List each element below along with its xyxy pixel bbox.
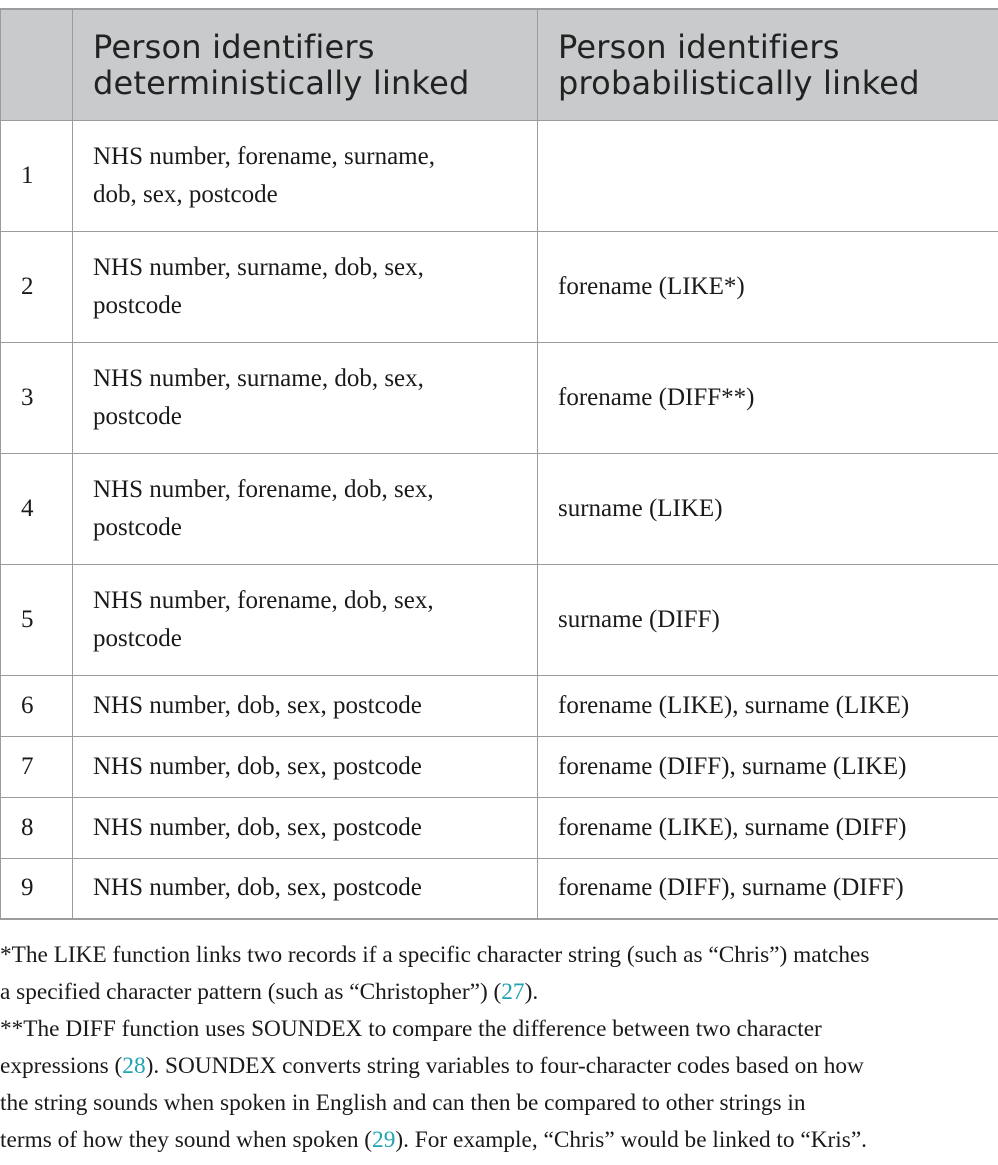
table-row bbox=[1, 342, 998, 453]
table-row bbox=[1, 675, 998, 736]
probabilistic-cell: forename (DIFF**) bbox=[538, 342, 998, 453]
table-row bbox=[1, 858, 998, 919]
probabilistic-cell: surname (DIFF) bbox=[538, 564, 998, 675]
table-row bbox=[1, 564, 998, 675]
row-number: 3 bbox=[1, 342, 73, 453]
deterministic-line: postcode bbox=[93, 624, 182, 652]
table-footnotes bbox=[0, 937, 998, 1159]
footnote-diff-line-1: **The DIFF function uses SOUNDEX to compare the difference between two character bbox=[0, 1016, 822, 1042]
deterministic-line: dob, sex, postcode bbox=[93, 180, 278, 208]
row-number: 8 bbox=[1, 797, 73, 858]
deterministic-cell: NHS number, dob, sex, postcode bbox=[73, 736, 538, 797]
header-probabilistic-line-1: Person identifiers bbox=[558, 27, 840, 66]
table-row bbox=[1, 736, 998, 797]
probabilistic-cell: forename (DIFF), surname (LIKE) bbox=[538, 736, 998, 797]
header-deterministic-line-1: Person identifiers bbox=[93, 27, 375, 66]
row-number: 7 bbox=[1, 736, 73, 797]
header-deterministic-line-2: deterministically linked bbox=[93, 63, 470, 102]
deterministic-line: NHS number, forename, dob, sex, bbox=[93, 586, 434, 614]
deterministic-line: NHS number, forename, dob, sex, bbox=[93, 475, 434, 503]
deterministic-cell: NHS number, dob, sex, postcode bbox=[73, 797, 538, 858]
deterministic-line: NHS number, surname, dob, sex, bbox=[93, 253, 424, 281]
footnote-like bbox=[0, 937, 998, 1011]
table-header-row bbox=[1, 9, 998, 120]
deterministic-line: postcode bbox=[93, 402, 182, 430]
table-row bbox=[1, 797, 998, 858]
probabilistic-cell: surname (LIKE) bbox=[538, 453, 998, 564]
deterministic-cell bbox=[73, 564, 538, 675]
identifier-linkage-table bbox=[0, 8, 998, 920]
header-probabilistic-line-2: probabilistically linked bbox=[558, 63, 920, 102]
deterministic-cell: NHS number, dob, sex, postcode bbox=[73, 675, 538, 736]
reference-link-27[interactable]: 27 bbox=[501, 979, 525, 1005]
table-row bbox=[1, 231, 998, 342]
probabilistic-cell: forename (LIKE*) bbox=[538, 231, 998, 342]
footnote-diff-line-2-start: expressions ( bbox=[0, 1053, 123, 1079]
header-probabilistic bbox=[538, 9, 998, 120]
row-number: 4 bbox=[1, 453, 73, 564]
deterministic-cell: NHS number, dob, sex, postcode bbox=[73, 858, 538, 919]
deterministic-line: postcode bbox=[93, 513, 182, 541]
probabilistic-cell: forename (LIKE), surname (DIFF) bbox=[538, 797, 998, 858]
row-number: 2 bbox=[1, 231, 73, 342]
row-number: 9 bbox=[1, 858, 73, 919]
deterministic-cell bbox=[73, 231, 538, 342]
footnote-diff-line-2-end: ). SOUNDEX converts string variables to four-character codes based on how bbox=[145, 1053, 864, 1079]
deterministic-line: postcode bbox=[93, 291, 182, 319]
footnote-diff-line-4-start: terms of how they sound when spoken ( bbox=[0, 1127, 373, 1153]
row-number: 6 bbox=[1, 675, 73, 736]
row-number: 1 bbox=[1, 120, 73, 231]
header-deterministic bbox=[73, 9, 538, 120]
deterministic-cell bbox=[73, 342, 538, 453]
table-row bbox=[1, 120, 998, 231]
deterministic-cell bbox=[73, 453, 538, 564]
deterministic-line: NHS number, surname, dob, sex, bbox=[93, 364, 424, 392]
probabilistic-cell: forename (LIKE), surname (LIKE) bbox=[538, 675, 998, 736]
table-row bbox=[1, 453, 998, 564]
header-number bbox=[1, 9, 73, 120]
deterministic-line: NHS number, forename, surname, bbox=[93, 142, 435, 170]
footnote-diff-line-4-end: ). For example, “Chris” would be linked to “Kris”. bbox=[395, 1127, 867, 1153]
footnote-diff bbox=[0, 1011, 998, 1159]
row-number: 5 bbox=[1, 564, 73, 675]
footnote-like-line-2-start: a specified character pattern (such as “Christopher”) ( bbox=[0, 979, 502, 1005]
probabilistic-cell bbox=[538, 120, 998, 231]
footnote-like-line-2-end: ). bbox=[524, 979, 539, 1005]
footnote-like-line-1: *The LIKE function links two records if a specific character string (such as “Chris”) matches bbox=[0, 942, 870, 968]
footnote-diff-line-3: the string sounds when spoken in English and can then be compared to other strings in bbox=[0, 1090, 806, 1116]
deterministic-cell bbox=[73, 120, 538, 231]
reference-link-29[interactable]: 29 bbox=[372, 1127, 396, 1153]
reference-link-28[interactable]: 28 bbox=[122, 1053, 146, 1079]
probabilistic-cell: forename (DIFF), surname (DIFF) bbox=[538, 858, 998, 919]
